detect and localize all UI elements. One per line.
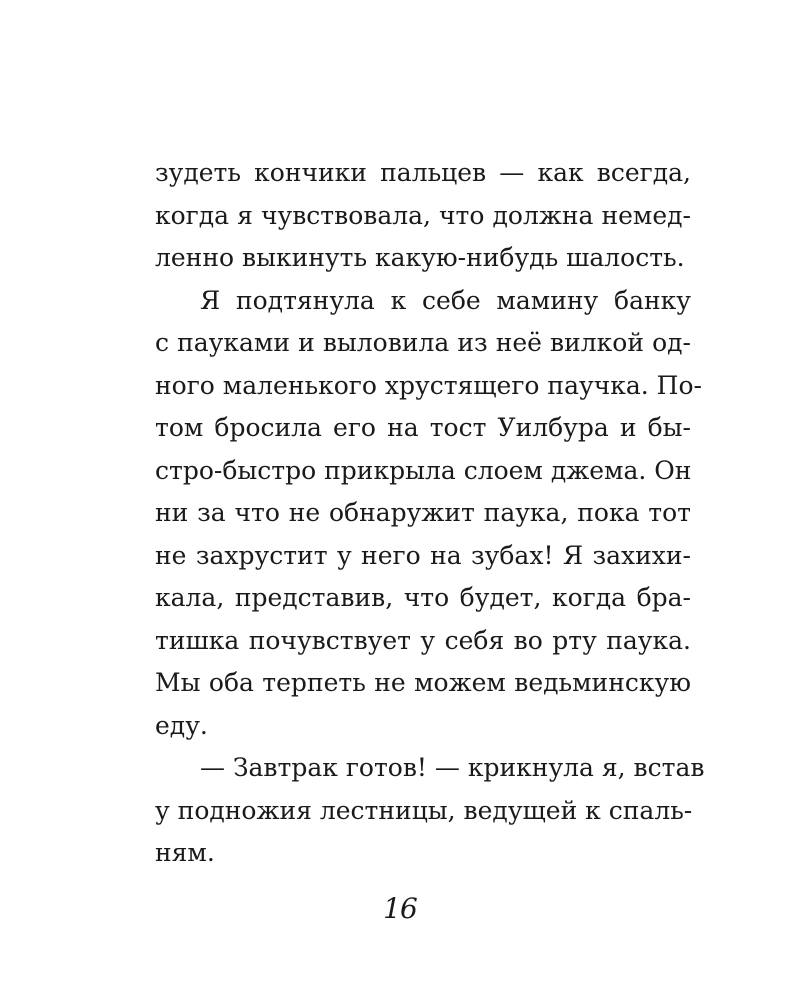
text-line: с пауками и выловила из неё вилкой од-	[155, 328, 691, 357]
text-line: Мы оба терпеть не можем ведьминскую	[155, 668, 691, 697]
text-line: кала, представив, что будет, когда бра-	[155, 583, 691, 612]
text-line: ного маленького хрустящего паучка. По-	[155, 370, 702, 400]
text-line: у подножия лестницы, ведущей к спаль-	[155, 795, 693, 825]
text-line: том бросила его на тост Уилбура и бы-	[155, 413, 691, 442]
text-line: когда я чувствовала, что должна немед-	[155, 200, 691, 230]
body-text	[155, 152, 705, 875]
text-line: ни за что не обнаружит паука, пока тот	[155, 498, 691, 527]
text-line: не захрустит у него на зубах! Я захихи-	[155, 540, 691, 570]
text-line: стро-быстро прикрыла слоем джема. Он	[155, 455, 692, 485]
text-line: тишка почувствует у себя во рту паука.	[155, 625, 691, 655]
text-line: зудеть кончики пальцев — как всегда,	[155, 158, 691, 187]
text-line: ням.	[155, 838, 215, 867]
text-line: Я подтянула к себе мамину банку	[200, 285, 691, 315]
page-number: 16	[383, 892, 417, 925]
text-line: — Завтрак готов! — крикнула я, встав	[200, 753, 705, 782]
text-line: еду.	[155, 710, 208, 740]
text-line: ленно выкинуть какую-нибудь шалость.	[155, 243, 685, 272]
